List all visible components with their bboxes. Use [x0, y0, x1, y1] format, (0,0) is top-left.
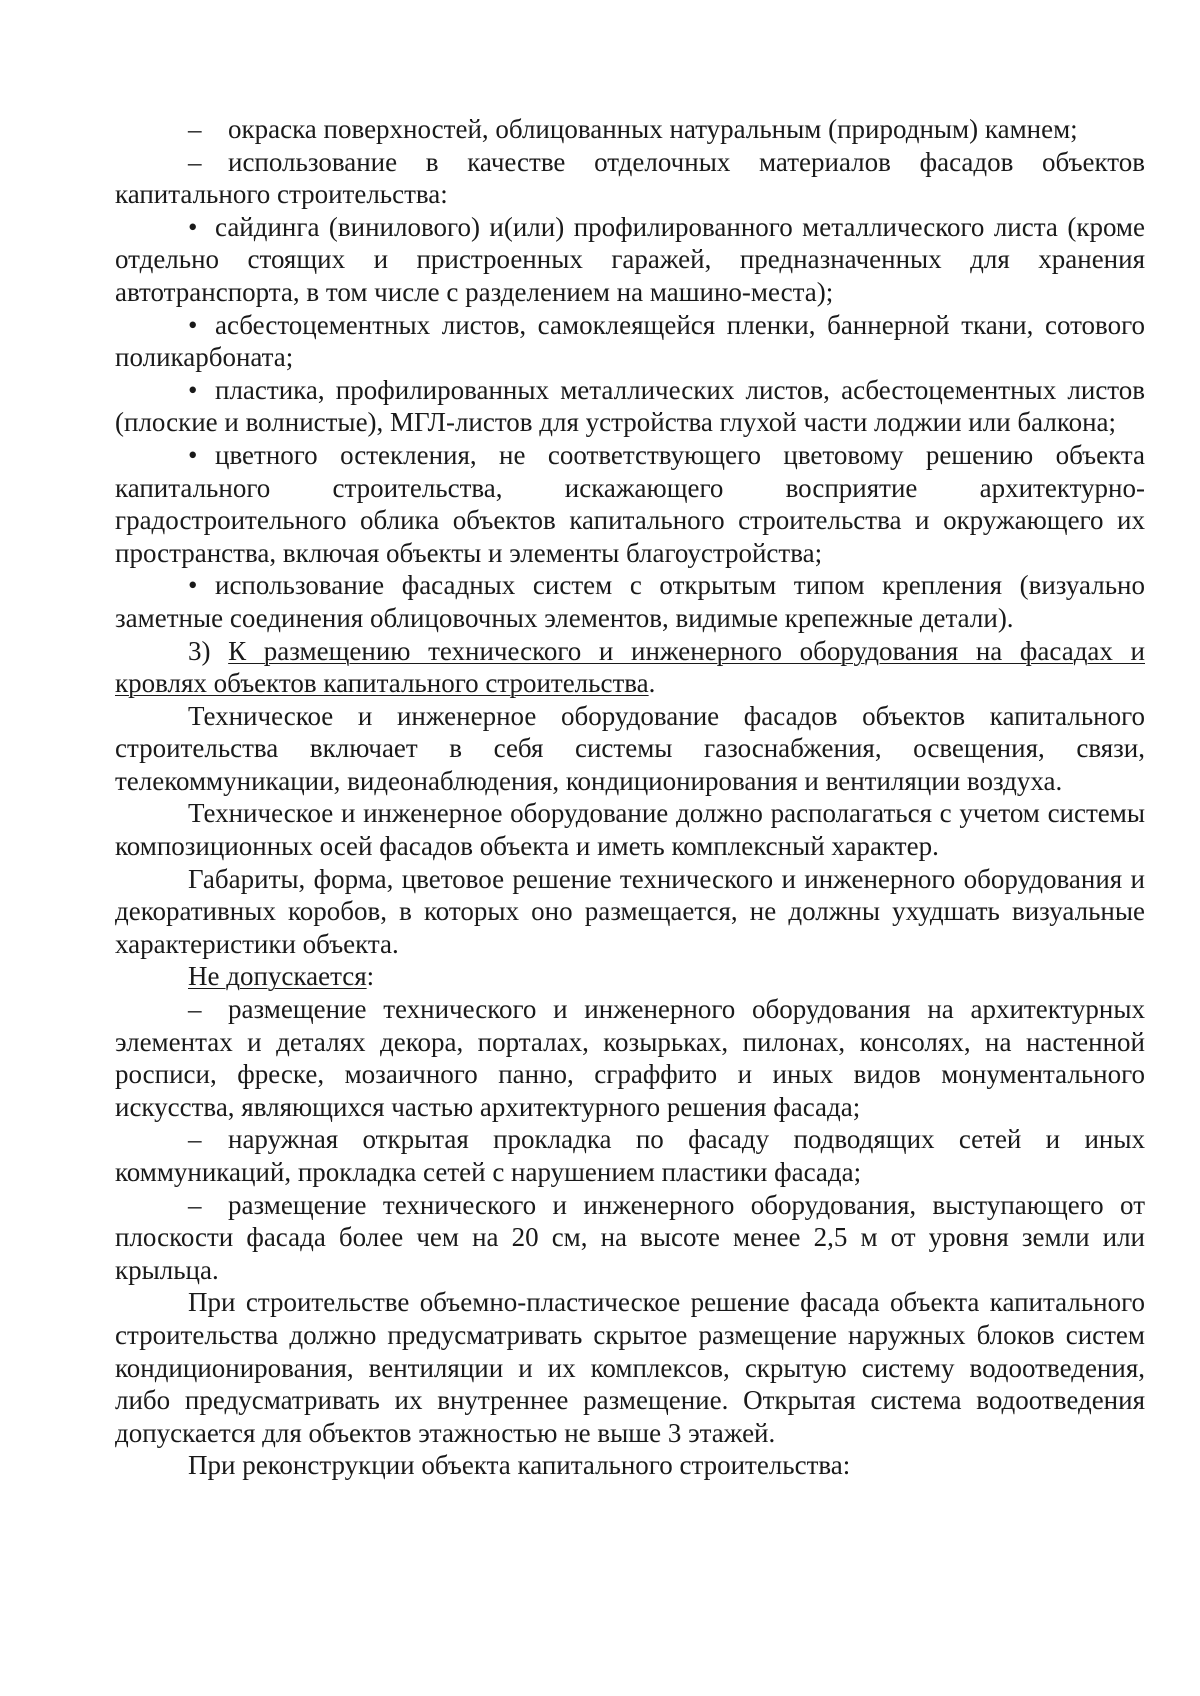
bullet-marker: •: [188, 309, 198, 340]
body-paragraph: Техническое и инженерное оборудование фасадов объектов капитального строительства включает в себя системы газоснабжения, освещения, связи, телекоммуникации, видеонаблюдения, кондиционирования и вентиляции воздуха.: [115, 700, 1145, 796]
prohibited-colon: :: [366, 961, 375, 992]
bullet-marker: •: [188, 374, 198, 405]
bullet-paragraph: [115, 374, 1145, 439]
paragraph-text: цветного остекления, не соответствующего цветовому решению объекта капитального строительства, искажающего восприятие архитектурно-градостроительного облика объектов капитального строительства и окружающего их пространства, включая объекты и элементы благоустройства;: [115, 439, 1145, 568]
dash-marker: –: [188, 1124, 202, 1155]
bullet-paragraph: [115, 569, 1145, 634]
paragraph-text: использование фасадных систем с открытым типом крепления (визуально заметные соединения облицовочных элементов, видимые крепежные детали).: [115, 570, 1145, 633]
body-paragraph: При реконструкции объекта капитального строительства:: [188, 1450, 851, 1481]
dash-marker: –: [188, 146, 202, 177]
dash-paragraph: [115, 146, 1145, 211]
paragraph-text: пластика, профилированных металлических листов, асбестоцементных листов (плоские и волнистые), МГЛ-листов для устройства глухой части лоджии или балкона;: [115, 374, 1145, 438]
section-number: 3): [188, 635, 211, 666]
dash-paragraph: [115, 113, 1145, 146]
bullet-paragraph: [115, 211, 1145, 309]
bullet-marker: •: [188, 439, 198, 470]
dash-marker: –: [188, 114, 202, 144]
prohibited-label: Не допускается: [188, 961, 367, 992]
bullet-marker: •: [188, 570, 198, 601]
paragraph-text: использование в качестве отделочных материалов фасадов объектов капитального строительства:: [115, 146, 1145, 210]
prohibited-heading: [115, 960, 1145, 993]
dash-marker: –: [188, 1189, 202, 1220]
paragraph-text: наружная открытая прокладка по фасаду подводящих сетей и иных коммуникаций, прокладка сетей с нарушением пластики фасада;: [115, 1124, 1145, 1187]
document-body: [115, 113, 1145, 1482]
body-paragraph: Габариты, форма, цветовое решение технического и инженерного оборудования и декоративных коробов, в которых оно размещается, не должны ухудшать визуальные характеристики объекта.: [115, 863, 1145, 959]
paragraph-text: окраска поверхностей, облицованных натуральным (природным) камнем;: [228, 114, 1078, 144]
bullet-paragraph: [115, 439, 1145, 569]
section-title-end: .: [648, 668, 656, 699]
dash-paragraph: [115, 1189, 1145, 1287]
paragraph-text: размещение технического и инженерного оборудования на архитектурных элементах и деталях декора, порталах, козырьках, пилонах, консолях, на настенной росписи, фреске, мозаичного панно, сграффито и иных видов монументального искусства, являющихся частью архитектурного решения фасада;: [115, 994, 1145, 1122]
bullet-marker: •: [188, 211, 198, 242]
dash-paragraph: [115, 993, 1145, 1123]
bullet-paragraph: [115, 309, 1145, 374]
dash-paragraph: [115, 1123, 1145, 1188]
paragraph-text: асбестоцементных листов, самоклеящейся пленки, баннерной ткани, сотового поликарбоната;: [115, 309, 1145, 373]
paragraph-text: сайдинга (винилового) и(или) профилированного металлического листа (кроме отдельно стоящих и пристроенных гаражей, предназначенных для хранения автотранспорта, в том числе с разделением на машино-места);: [115, 211, 1145, 307]
section-heading: [115, 635, 1145, 700]
body-paragraph: Техническое и инженерное оборудование должно располагаться с учетом системы композиционных осей фасадов объекта и иметь комплексный характер.: [115, 798, 1145, 862]
paragraph-text: размещение технического и инженерного оборудования, выступающего от плоскости фасада более чем на 20 см, на высоте менее 2,5 м от уровня земли или крыльца.: [115, 1189, 1145, 1285]
section-title: К размещению технического и инженерного оборудования на фасадах и кровлях объектов капитального строительства: [115, 635, 1145, 699]
dash-marker: –: [188, 994, 202, 1025]
body-paragraph: При строительстве объемно-пластическое решение фасада объекта капитального строительства должно предусматривать скрытое размещение наружных блоков систем кондиционирования, вентиляции и их комплексов, скрытую систему водоотведения, либо предусматривать их внутреннее размещение. Открытая система водоотведения допускается для объектов этажностью не выше 3 этажей.: [115, 1287, 1145, 1448]
